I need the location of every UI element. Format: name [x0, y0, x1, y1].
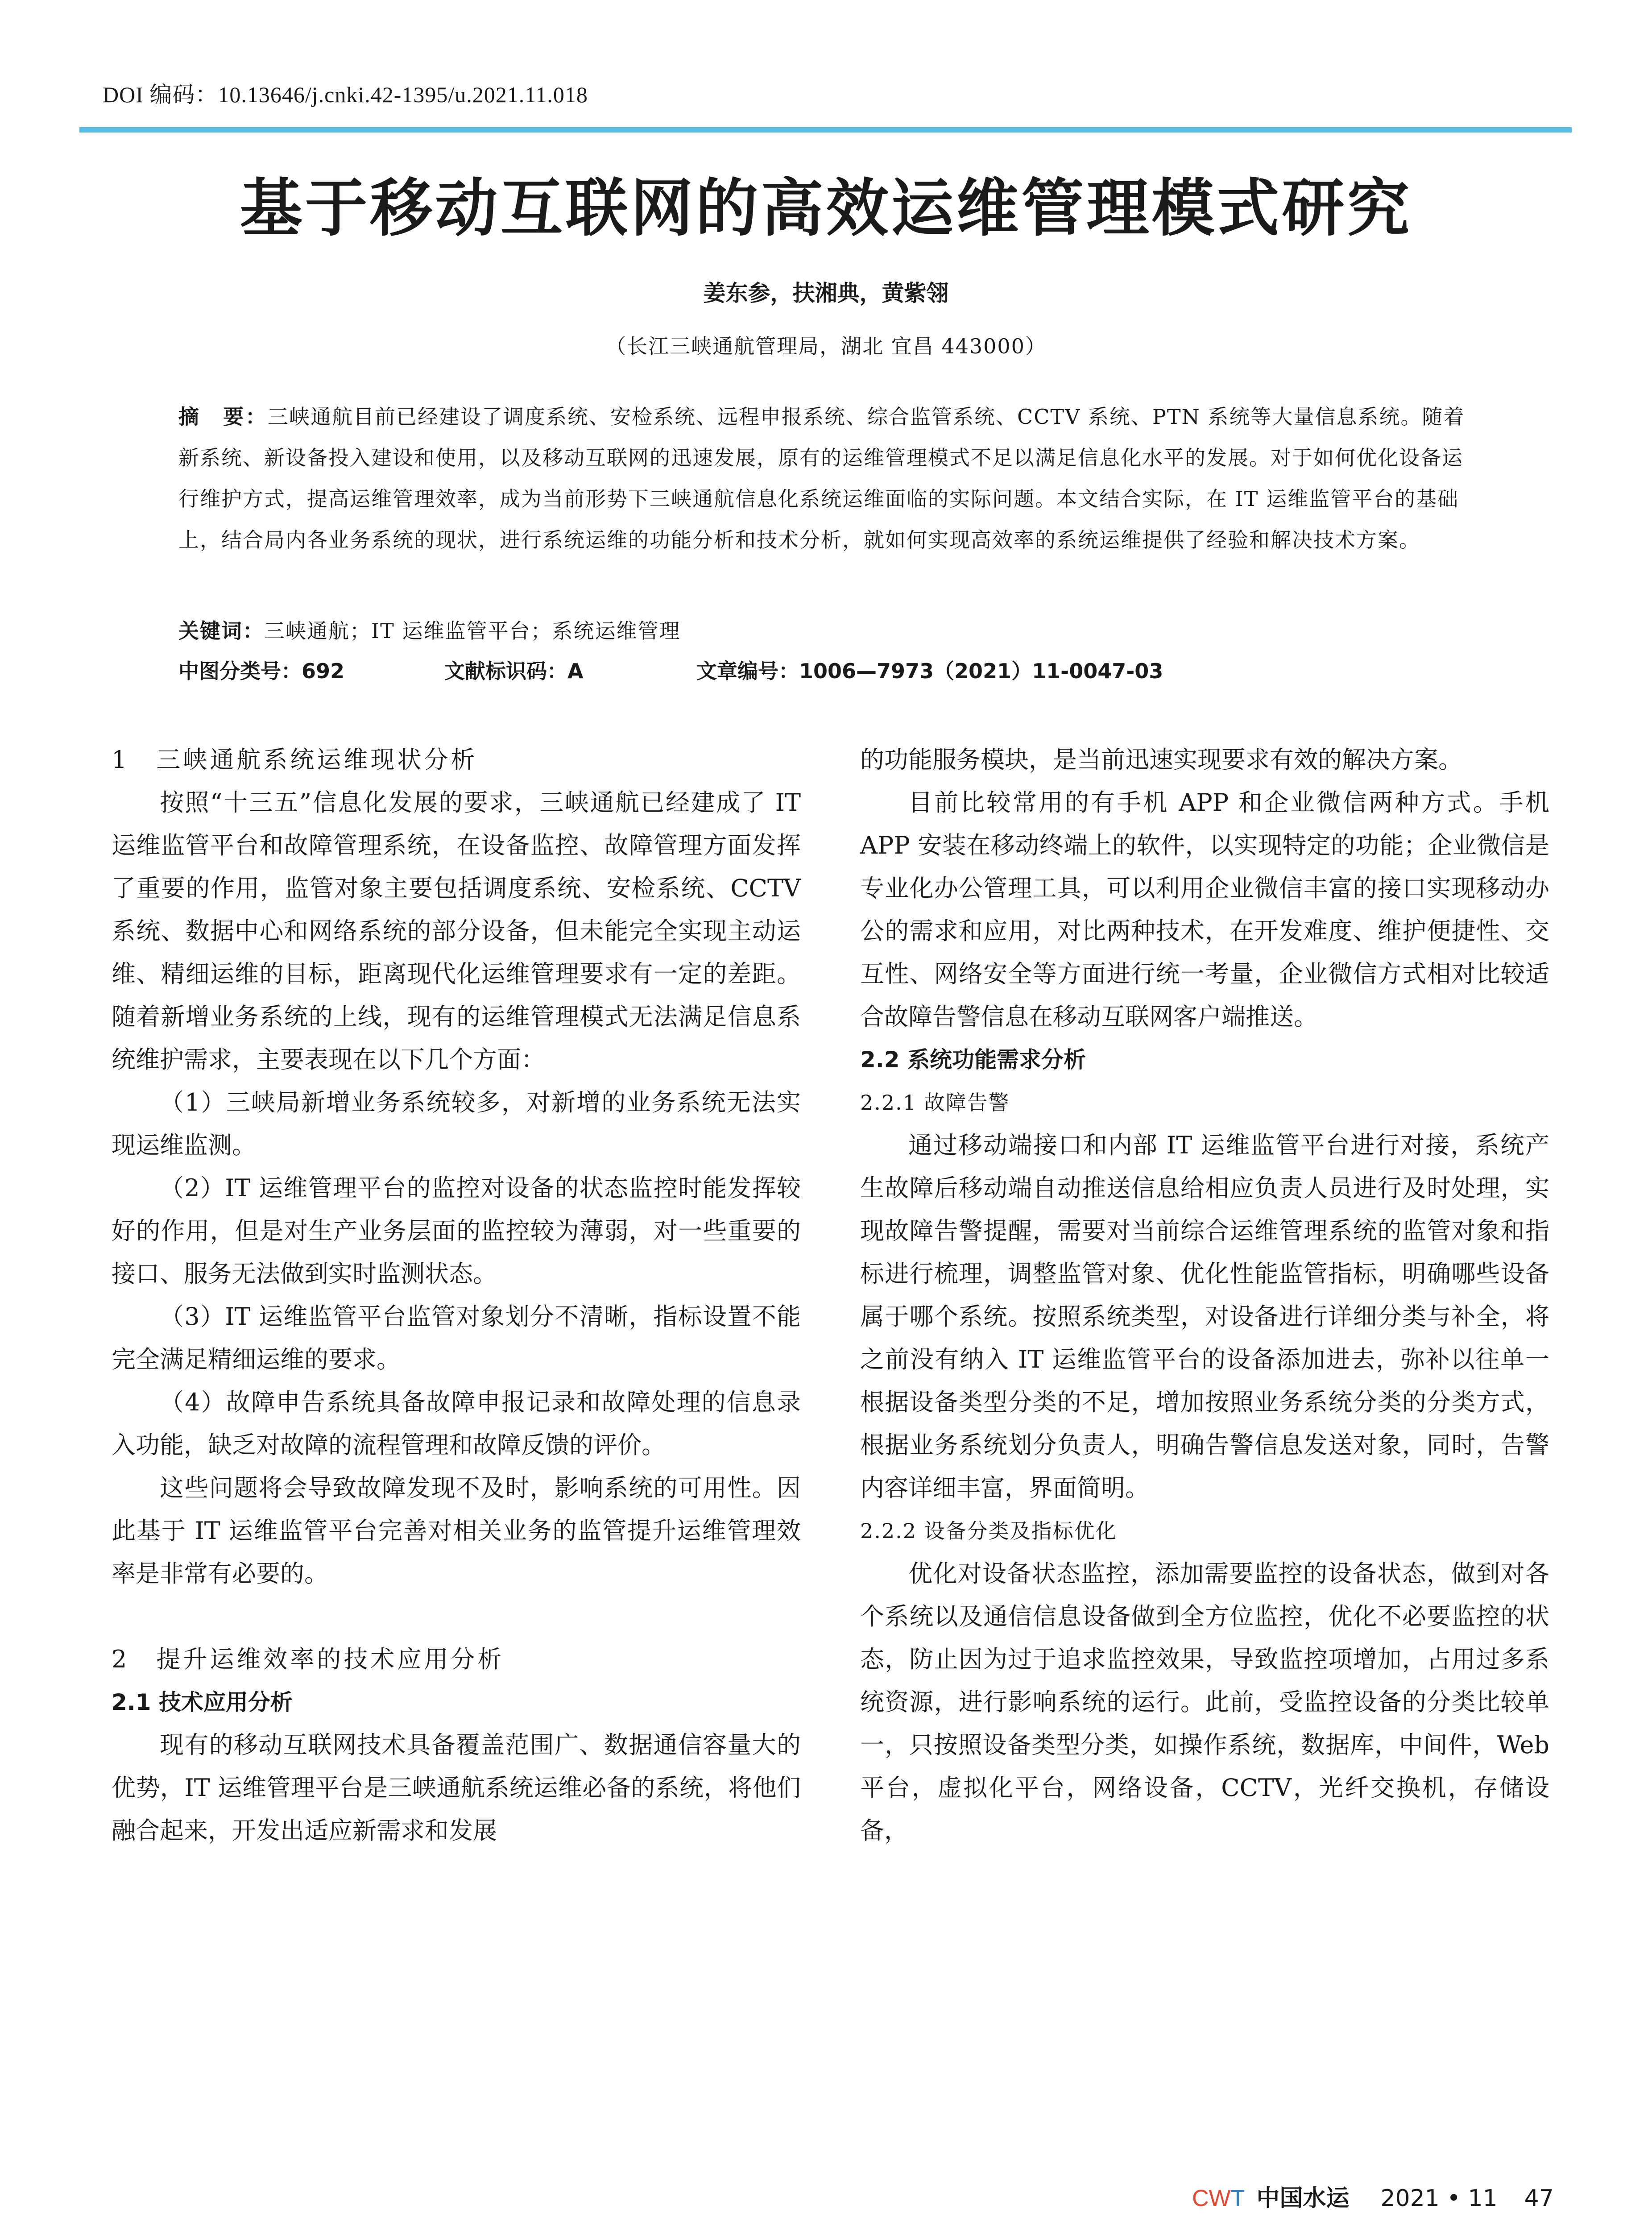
header-rule	[79, 127, 1572, 133]
page-number: 47	[1524, 2185, 1554, 2212]
section-2-2-1-heading: 2.2.1 故障告警	[860, 1091, 1010, 1115]
authors: 姜东参，扶湘典，黄紫翎	[703, 280, 949, 306]
section-2-1-heading: 2.1 技术应用分析	[112, 1689, 293, 1715]
section-1-heading: 1 三峡通航系统运维现状分析	[112, 746, 478, 774]
list-item: （3）IT 运维监管平台监管对象划分不清晰，指标设置不能完全满足精细运维的要求。	[112, 1302, 801, 1373]
list-item: （2）IT 运维管理平台的监控对设备的状态监控时能发挥较好的作用，但是对生产业务层面的监控较为薄弱，对一些重要的接口、服务无法做到实时监测状态。	[112, 1174, 801, 1288]
affiliation: （长江三峡通航管理局，湖北 宜昌 443000）	[605, 334, 1047, 358]
journal-logo: CWT	[1192, 2185, 1245, 2211]
section-2-heading: 2 提升运维效率的技术应用分析	[112, 1645, 505, 1673]
doi-code: DOI 编码：10.13646/j.cnki.42-1395/u.2021.11.018	[103, 82, 588, 107]
list-item: （1）三峡局新增业务系统较多，对新增的业务系统无法实现运维监测。	[112, 1088, 801, 1159]
paragraph-continued: 的功能服务模块，是当前迅速实现要求有效的解决方案。	[860, 746, 1462, 774]
right-column	[860, 738, 1549, 1852]
journal-name: 中国水运	[1256, 2185, 1350, 2212]
section-2-2-2-heading: 2.2.2 设备分类及指标优化	[860, 1519, 1117, 1543]
keywords-text: 三峡通航；IT 运维监管平台；系统运维管理	[264, 619, 681, 643]
abstract	[178, 396, 1479, 560]
document-code: 文献标识码：A	[444, 659, 584, 683]
paragraph: 按照“十三五”信息化发展的要求，三峡通航已经建成了 IT 运维监管平台和故障管理系统，在设备监控、故障管理方面发挥了重要的作用，监管对象主要包括调度系统、安检系统、CCTV 系统、数据中心和网络系统的部分设备，但未能完全实现主动运维、精细运维的目标，距离现代化运维管理要求有一定的差距。随着新增业务系统的上线，现有的运维管理模式无法满足信息系统维护需求，主要表现在以下几个方面：	[112, 788, 801, 1074]
abstract-label: 摘 要：	[178, 405, 268, 429]
paragraph: 这些问题将会导致故障发现不及时，影响系统的可用性。因此基于 IT 运维监管平台完善对相关业务的监管提升运维管理效率是非常有必要的。	[112, 1474, 801, 1588]
paragraph: 通过移动端接口和内部 IT 运维监管平台进行对接，系统产生故障后移动端自动推送信息给相应负责人员进行及时处理，实现故障告警提醒，需要对当前综合运维管理系统的监管对象和指标进行梳理，调整监管对象、优化性能监管指标，明确哪些设备属于哪个系统。按照系统类型，对设备进行详细分类与补全，将之前没有纳入 IT 运维监管平台的设备添加进去，弥补以往单一根据设备类型分类的不足，增加按照业务系统分类的分类方式，根据业务系统划分负责人，明确告警信息发送对象，同时，告警内容详细丰富，界面简明。	[860, 1131, 1549, 1502]
paragraph: 现有的移动互联网技术具备覆盖范围广、数据通信容量大的优势，IT 运维管理平台是三峡通航系统运维必备的系统，将他们融合起来，开发出适应新需求和发展	[112, 1731, 801, 1845]
left-column	[112, 738, 801, 1852]
clc-number: 中图分类号：692	[178, 659, 345, 683]
article-number: 文章编号：1006—7973（2021）11-0047-03	[696, 659, 1163, 683]
abstract-text: 三峡通航目前已经建设了调度系统、安检系统、远程申报系统、综合监管系统、CCTV 系统、PTN 系统等大量信息系统。随着新系统、新设备投入建设和使用，以及移动互联网的迅速发展，原有的运维管理模式不足以满足信息化水平的发展。对于如何优化设备运行维护方式，提高运维管理效率，成为当前形势下三峡通航信息化系统运维面临的实际问题。本文结合实际，在 IT 运维监管平台的基础上，结合局内各业务系统的现状，进行系统运维的功能分析和技术分析，就如何实现高效率的系统运维提供了经验和解决技术方案。	[178, 405, 1465, 552]
keywords-label: 关键词：	[178, 619, 264, 643]
list-item: （4）故障申告系统具备故障申报记录和故障处理的信息录入功能，缺乏对故障的流程管理和故障反馈的评价。	[112, 1388, 801, 1459]
paper-title: 基于移动互联网的高效运维管理模式研究	[240, 172, 1412, 245]
paragraph: 优化对设备状态监控，添加需要监控的设备状态，做到对各个系统以及通信信息设备做到全方位监控，优化不必要监控的状态，防止因为过于追求监控效果，导致监控项增加，占用过多系统资源，进行影响系统的运行。此前，受监控设备的分类比较单一，只按照设备类型分类，如操作系统，数据库，中间件，Web 平台，虚拟化平台，网络设备，CCTV，光纤交换机，存储设备，	[860, 1559, 1549, 1845]
issue-number: 2021 • 11	[1380, 2185, 1498, 2212]
section-gap	[112, 1595, 801, 1638]
paragraph: 目前比较常用的有手机 APP 和企业微信两种方式。手机 APP 安装在移动终端上的软件，以实现特定的功能；企业微信是专业化办公管理工具，可以利用企业微信丰富的接口实现移动办公的需求和应用，对比两种技术，在开发难度、维护便捷性、交互性、网络安全等方面进行统一考量，企业微信方式相对比较适合故障告警信息在移动互联网客户端推送。	[860, 788, 1549, 1031]
page-footer	[1192, 2179, 1554, 2213]
keywords	[178, 610, 1479, 651]
section-2-2-heading: 2.2 系统功能需求分析	[860, 1047, 1086, 1073]
